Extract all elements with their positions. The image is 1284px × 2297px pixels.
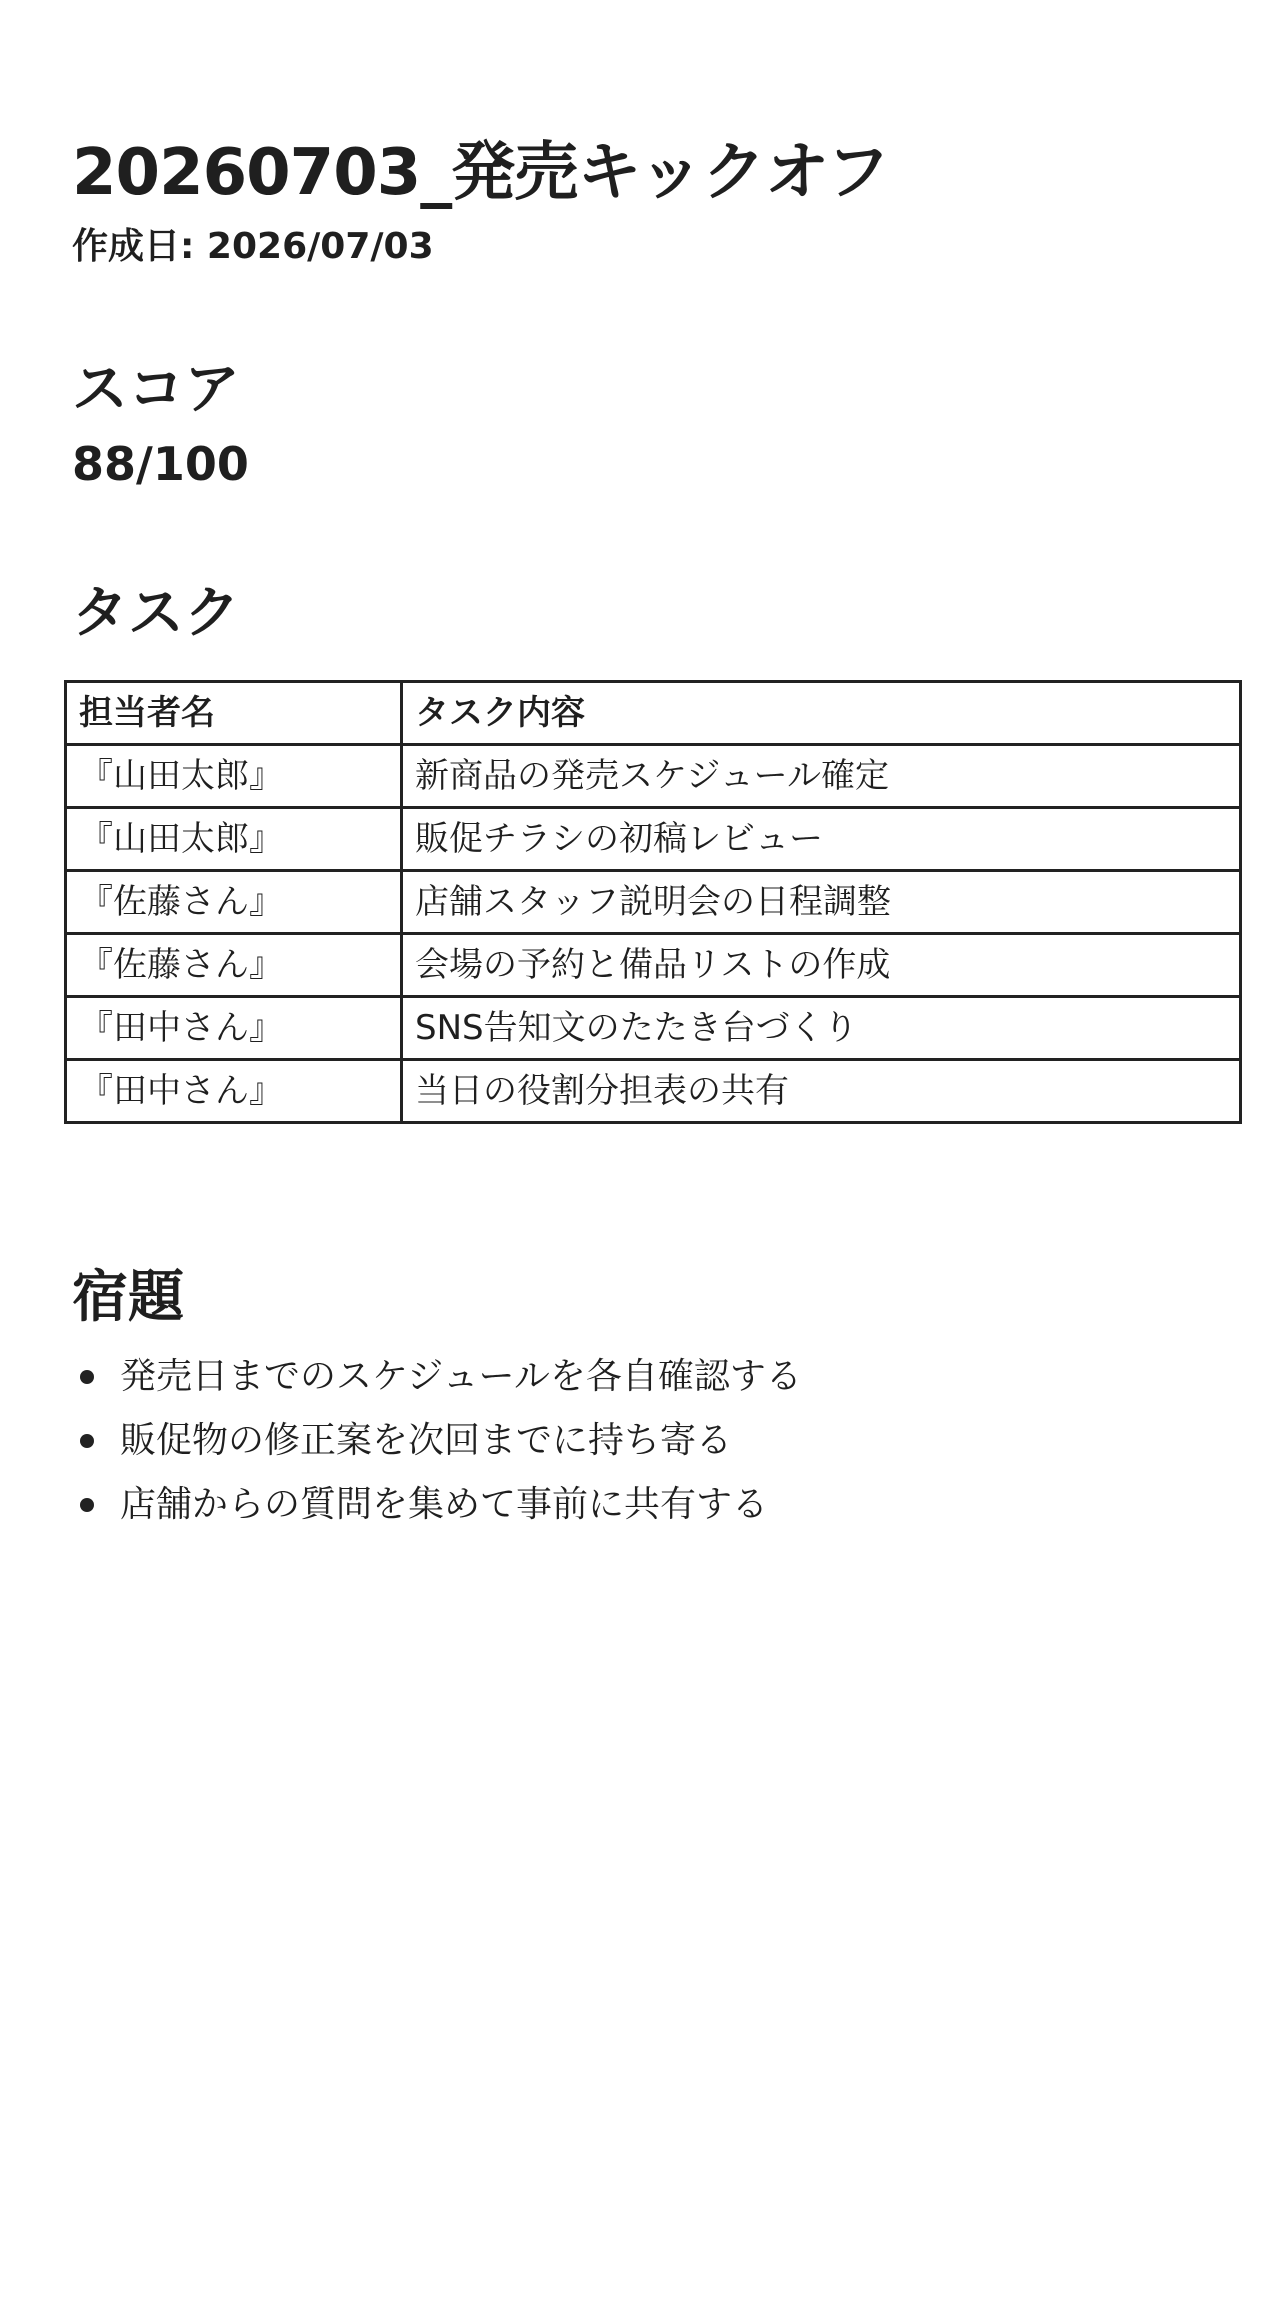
table-header-row — [66, 682, 1241, 745]
table-row — [66, 997, 1241, 1060]
assignee-cell: 『田中さん』 — [66, 997, 402, 1060]
table-row — [66, 871, 1241, 934]
task-cell: 新商品の発売スケジュール確定 — [402, 745, 1241, 808]
task-cell: 当日の役割分担表の共有 — [402, 1060, 1241, 1123]
homework-item-text: 販促物の修正案を次回までに持ち寄る — [120, 1420, 733, 1461]
created-date: 作成日: 2026/07/03 — [72, 226, 434, 267]
task-cell: 会場の予約と備品リストの作成 — [402, 934, 1241, 997]
list-item — [72, 1473, 802, 1537]
homework-list — [72, 1345, 802, 1537]
table-row — [66, 1060, 1241, 1123]
assignee-cell: 『佐藤さん』 — [66, 871, 402, 934]
task-cell: 販促チラシの初稿レビュー — [402, 808, 1241, 871]
score-value: 88/100 — [72, 437, 249, 491]
assignee-cell: 『佐藤さん』 — [66, 934, 402, 997]
bullet-icon — [80, 1434, 94, 1448]
homework-item-text: 発売日までのスケジュールを各自確認する — [120, 1356, 802, 1397]
table-row — [66, 934, 1241, 997]
task-cell: 店舗スタッフ説明会の日程調整 — [402, 871, 1241, 934]
homework-heading: 宿題 — [72, 1265, 184, 1330]
score-heading: スコア — [72, 357, 240, 422]
table-row — [66, 745, 1241, 808]
document-title: 20260703_発売キックオフ — [72, 136, 890, 210]
task-table — [64, 680, 1242, 1124]
bullet-icon — [80, 1370, 94, 1384]
bullet-icon — [80, 1498, 94, 1512]
list-item — [72, 1345, 802, 1409]
task-heading: タスク — [72, 581, 240, 646]
assignee-cell: 『山田太郎』 — [66, 745, 402, 808]
task-cell: SNS告知文のたたき台づくり — [402, 997, 1241, 1060]
list-item — [72, 1409, 802, 1473]
column-header-assignee: 担当者名 — [66, 682, 402, 745]
homework-item-text: 店舗からの質問を集めて事前に共有する — [120, 1484, 769, 1525]
column-header-task: タスク内容 — [402, 682, 1241, 745]
assignee-cell: 『田中さん』 — [66, 1060, 402, 1123]
assignee-cell: 『山田太郎』 — [66, 808, 402, 871]
table-row — [66, 808, 1241, 871]
